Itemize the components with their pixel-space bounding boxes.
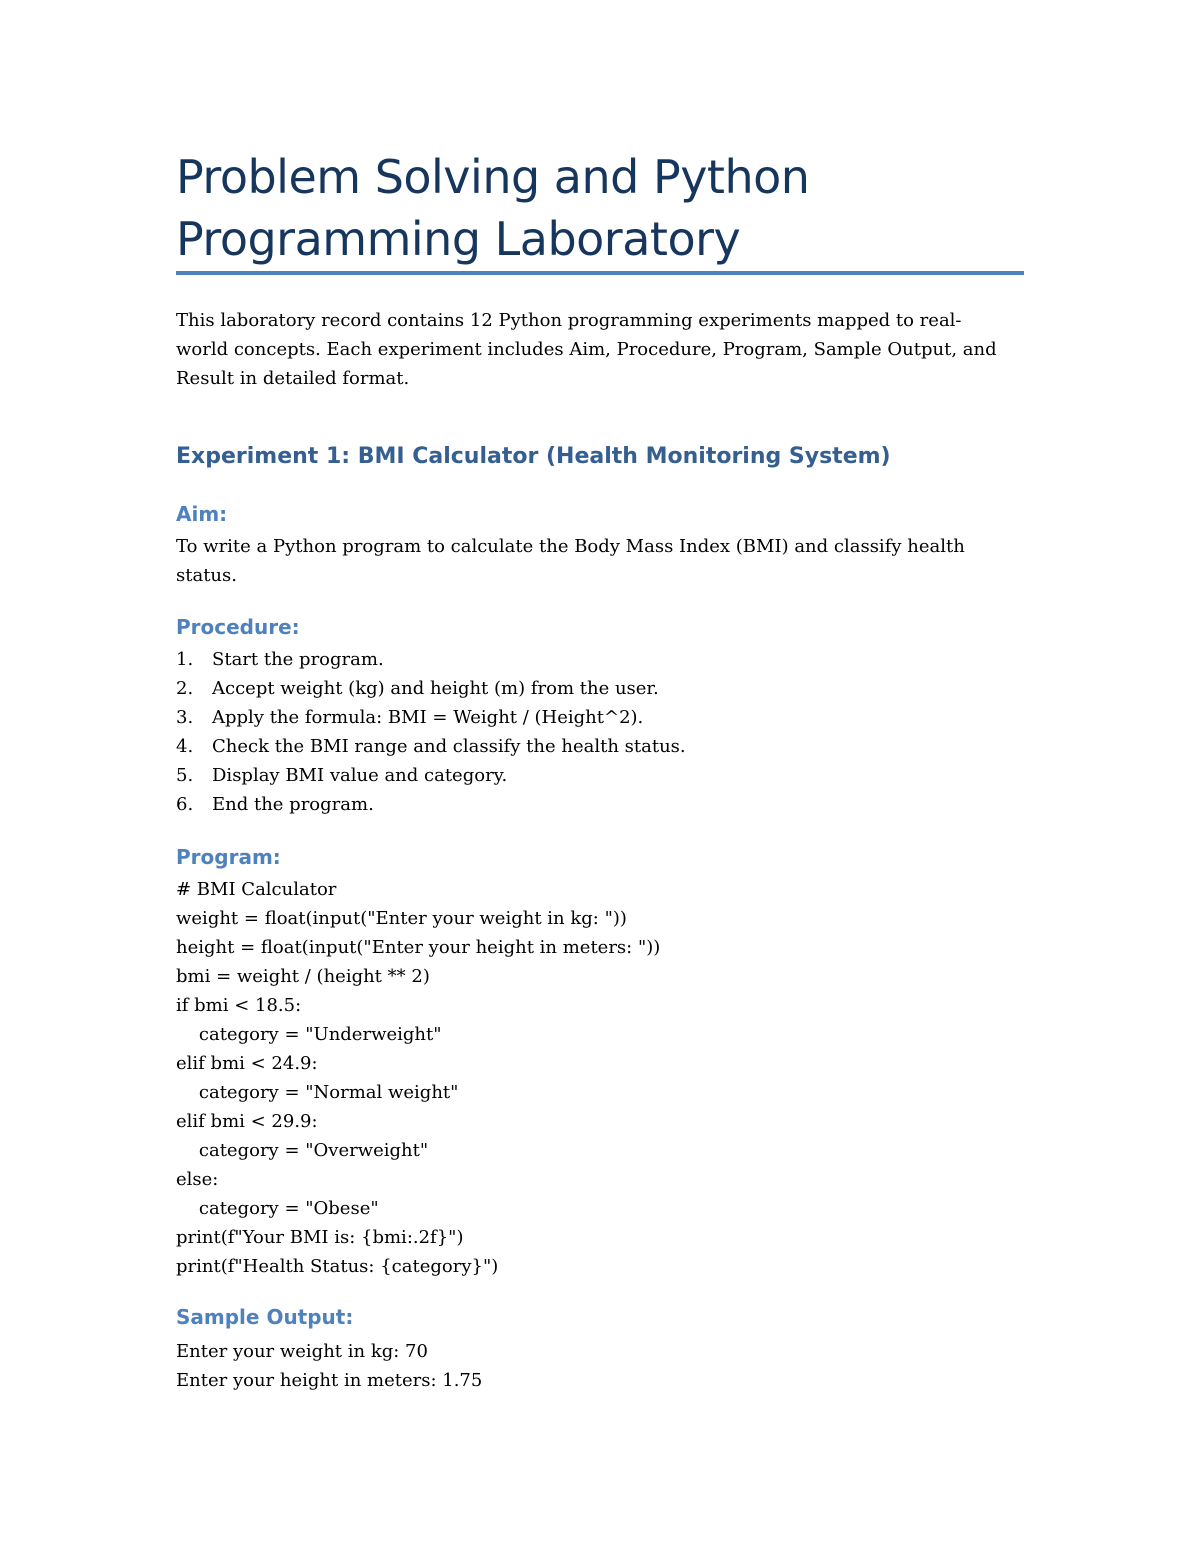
code-line: elif bmi < 24.9: [176,1053,318,1074]
sample-output [176,1337,482,1395]
procedure-list [176,645,686,819]
procedure-step [176,645,686,674]
step-number: 6. [176,794,194,815]
procedure-step [176,790,686,819]
step-number: 1. [176,649,194,670]
procedure-step [176,732,686,761]
step-number: 2. [176,678,194,699]
code-line: height = float(input("Enter your height in meters: ")) [176,937,661,958]
title-underline-divider [176,271,1024,275]
code-line: print(f"Your BMI is: {bmi:.2f}") [176,1227,464,1248]
program-code [176,875,660,1281]
procedure-heading: Procedure: [176,615,300,639]
procedure-step [176,703,686,732]
aim-text: To write a Python program to calculate the Body Mass Index (BMI) and classify health status. [176,536,965,586]
experiment-heading: Experiment 1: BMI Calculator (Health Monitoring System) [176,444,891,469]
step-number: 3. [176,707,194,728]
code-line: category = "Overweight" [176,1140,429,1161]
code-line: elif bmi < 29.9: [176,1111,318,1132]
step-text: Accept weight (kg) and height (m) from the user. [212,678,659,699]
output-line: Enter your weight in kg: 70 [176,1341,428,1362]
title-line-2: Programming Laboratory [176,212,741,266]
procedure-step [176,761,686,790]
step-text: Start the program. [212,649,384,670]
step-number: 5. [176,765,194,786]
code-line: bmi = weight / (height ** 2) [176,966,430,987]
intro-paragraph: This laboratory record contains 12 Python programming experiments mapped to real-world concepts. Each experiment includes Aim, Procedure, Program, Sample Output, and Result in detailed format. [176,310,997,389]
code-line: else: [176,1169,219,1190]
output-line: Enter your height in meters: 1.75 [176,1370,483,1391]
code-line: # BMI Calculator [176,879,337,900]
step-text: Check the BMI range and classify the health status. [212,736,686,757]
document-title [176,146,1026,270]
code-line: category = "Normal weight" [176,1082,459,1103]
code-line: print(f"Health Status: {category}") [176,1256,499,1277]
procedure-step [176,674,686,703]
sample-output-heading: Sample Output: [176,1305,354,1329]
step-number: 4. [176,736,194,757]
code-line: category = "Underweight" [176,1024,442,1045]
code-line: category = "Obese" [176,1198,379,1219]
step-text: Apply the formula: BMI = Weight / (Height^2). [212,707,644,728]
aim-heading: Aim: [176,502,228,526]
program-heading: Program: [176,845,281,869]
code-line: if bmi < 18.5: [176,995,302,1016]
code-line: weight = float(input("Enter your weight in kg: ")) [176,908,627,929]
step-text: Display BMI value and category. [212,765,508,786]
step-text: End the program. [212,794,374,815]
title-line-1: Problem Solving and Python [176,150,810,204]
